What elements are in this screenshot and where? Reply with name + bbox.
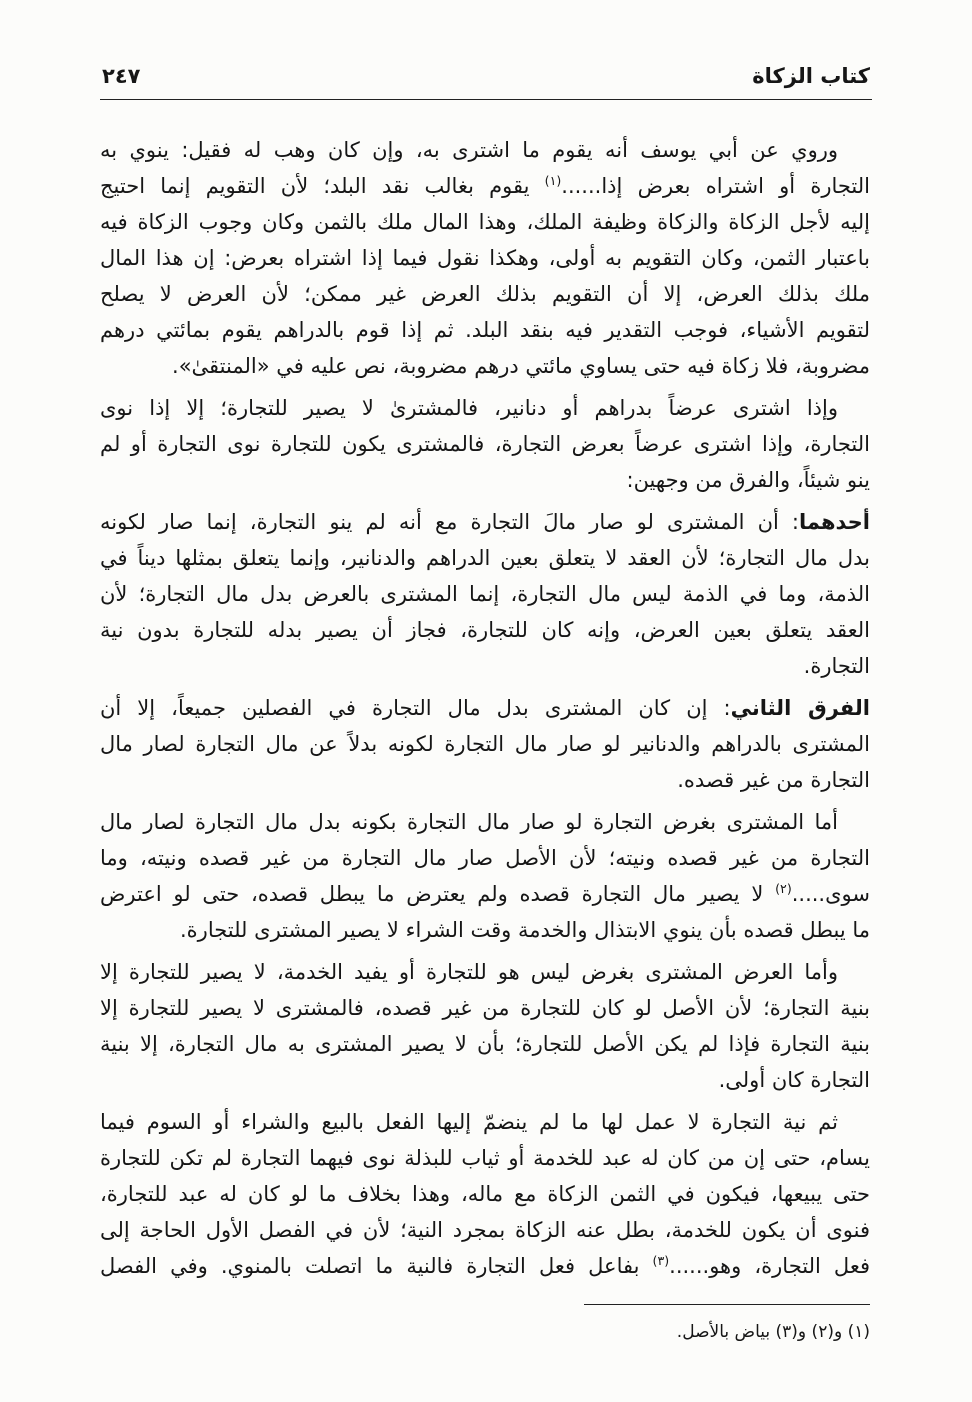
text-line	[100, 1248, 870, 1284]
footnote-marker: (١)	[544, 173, 562, 188]
text-line: يسام، حتى إن من كان له عبد للخدمة أو ثياب للبذلة نوى فيهما التجارة لم تكن للتجارة	[100, 1146, 870, 1170]
paragraph	[100, 504, 870, 684]
header-rule	[100, 99, 872, 100]
text-line: بنية التجارة فإذا لم يكن الأصل للتجارة؛ بأن لا يصير المشترى به مال التجارة، إلا بنية	[100, 1032, 870, 1056]
text-line: إليه لأجل الزكاة والزكاة وظيفة الملك، وهذا المال ملك بالثمن وكان وجوب الزكاة فيه	[100, 210, 870, 234]
text-line	[100, 690, 870, 726]
text-line: وأما العرض المشترى بغرض ليس هو للتجارة أو يفيد الخدمة، لا يصير للتجارة إلا	[100, 960, 838, 984]
paragraph	[100, 954, 870, 1098]
text-line: ملك بذلك العرض، إلا أن التقويم بذلك العرض غير ممكن؛ لأن العرض لا يصلح	[100, 282, 870, 306]
footnote-marker: (٢)	[775, 881, 792, 896]
text-line: باعتبار الثمن، وكان التقويم به أولى، وهكذا نقول فيما إذا اشتراه بعرض: إن هذا المال	[100, 246, 870, 270]
text-line: التجارة من غير قصده.	[677, 768, 870, 792]
text-line: ينو شيئاً، والفرق من وجهين:	[626, 468, 870, 492]
text-line: ما يبطل قصده بأن ينوي الابتذال والخدمة وقت الشراء لا يصير المشترى للتجارة.	[180, 918, 870, 942]
text-line: لتقويم الأشياء، فوجب التقدير فيه بنقد البلد. ثم إذا قوم بالدراهم يقوم بمائتي درهم	[100, 318, 870, 342]
text-line: العقد يتعلق بعين العرض، وإنه كان للتجارة، فجاز أن يصير بدله للتجارة بدون نية	[100, 618, 870, 642]
text-line: حتى يبيعها، فيكون في الثمن الزكاة مع ماله، وهذا بخلاف ما لو كان له عبد للتجارة،	[100, 1182, 870, 1206]
paragraph-lead: الفرق الثاني	[730, 696, 870, 720]
paragraph	[100, 132, 870, 384]
text-line: المشترى بالدراهم والدنانير لو صار مال التجارة لكونه بدلاً عن مال التجارة لصار مال	[100, 732, 870, 756]
paragraph	[100, 1104, 870, 1284]
line-text: سوى.....	[791, 882, 870, 906]
text-line	[100, 168, 870, 204]
text-line: الذمة، وما في الذمة ليس مال التجارة، إنما المشترى بالعرض بدل مال التجارة؛ لأن	[100, 582, 870, 606]
line-text: يقوم بغالب نقد البلد؛ لأن التقويم إنما احتيج	[100, 174, 545, 198]
text-line: أما المشترى بغرض التجارة لو صار مال التجارة بكونه بدل مال التجارة لصار مال	[100, 810, 838, 834]
text-line	[100, 504, 870, 540]
text-line: التجارة، وإذا اشترى عرضاً بعرض التجارة، فالمشترى يكون للتجارة نوى التجارة أو لم	[100, 432, 870, 456]
body-text	[100, 132, 870, 1284]
running-head-title: كتاب الزكاة	[752, 64, 870, 88]
text-line: ثم نية التجارة لا عمل لها ما لم ينضمّ إليها الفعل بالبيع والشراء أو السوم فيما	[100, 1110, 838, 1134]
paragraph	[100, 804, 870, 948]
paragraph	[100, 390, 870, 498]
text-line	[100, 876, 870, 912]
page-number: ٢٤٧	[102, 64, 141, 88]
footnote: (١) و(٢) و(٣) بياض بالأصل.	[676, 1322, 870, 1342]
paragraph	[100, 690, 870, 798]
line-text: لا يصير مال التجارة قصده ولم يعترض ما يبطل قصده، حتى لو اعترض	[100, 882, 776, 906]
text-line: بدل مال التجارة؛ لأن العقد لا يتعلق بعين الدراهم والدنانير، وإنما يتعلق بمثلها ديناً في	[100, 546, 870, 570]
footnote-marker: (٣)	[652, 1253, 670, 1268]
line-text: التجارة أو اشتراه بعرض إذا......	[561, 174, 870, 198]
text-line: بنية التجارة؛ لأن الأصل لو كان للتجارة من غير قصده، فالمشترى لا يصير للتجارة إلا	[100, 996, 870, 1020]
footnote-rule	[584, 1304, 870, 1305]
text-line: وروي عن أبي يوسف أنه يقوم ما اشترى به، وإن كان وهب له فقيل: ينوي به	[100, 138, 838, 162]
line-text: : أن المشترى لو صار مالَ التجارة مع أنه لم ينو التجارة، إنما صار لكونه	[100, 510, 799, 534]
line-text: : إن كان المشترى بدل مال التجارة في الفصلين جميعاً، إلا أن	[100, 696, 731, 720]
text-line: فنوى أن يكون للخدمة، بطل عنه الزكاة بمجرد النية؛ لأن في الفصل الأول الحاجة إلى	[100, 1218, 870, 1242]
line-text: فعل التجارة، وهو......	[669, 1254, 870, 1278]
text-line: التجارة كان أولى.	[718, 1068, 870, 1092]
text-line: مضروبة، فلا زكاة فيه حتى يساوي مائتي درهم مضروبة، نص عليه في «المنتقىٰ».	[172, 354, 870, 378]
text-line: التجارة من غير قصده ونيته؛ لأن الأصل صار مال التجارة من غير قصده ونيته، وما	[100, 846, 870, 870]
text-line: وإذا اشترى عرضاً بدراهم أو دنانير، فالمشترىٰ لا يصير للتجارة؛ إلا إذا نوى	[100, 396, 838, 420]
paragraph-lead: أحدهما	[799, 510, 870, 534]
line-text: بفاعل فعل التجارة فالنية ما اتصلت بالمنوي. وفي الفصل	[100, 1254, 653, 1278]
text-line: التجارة.	[803, 654, 870, 678]
